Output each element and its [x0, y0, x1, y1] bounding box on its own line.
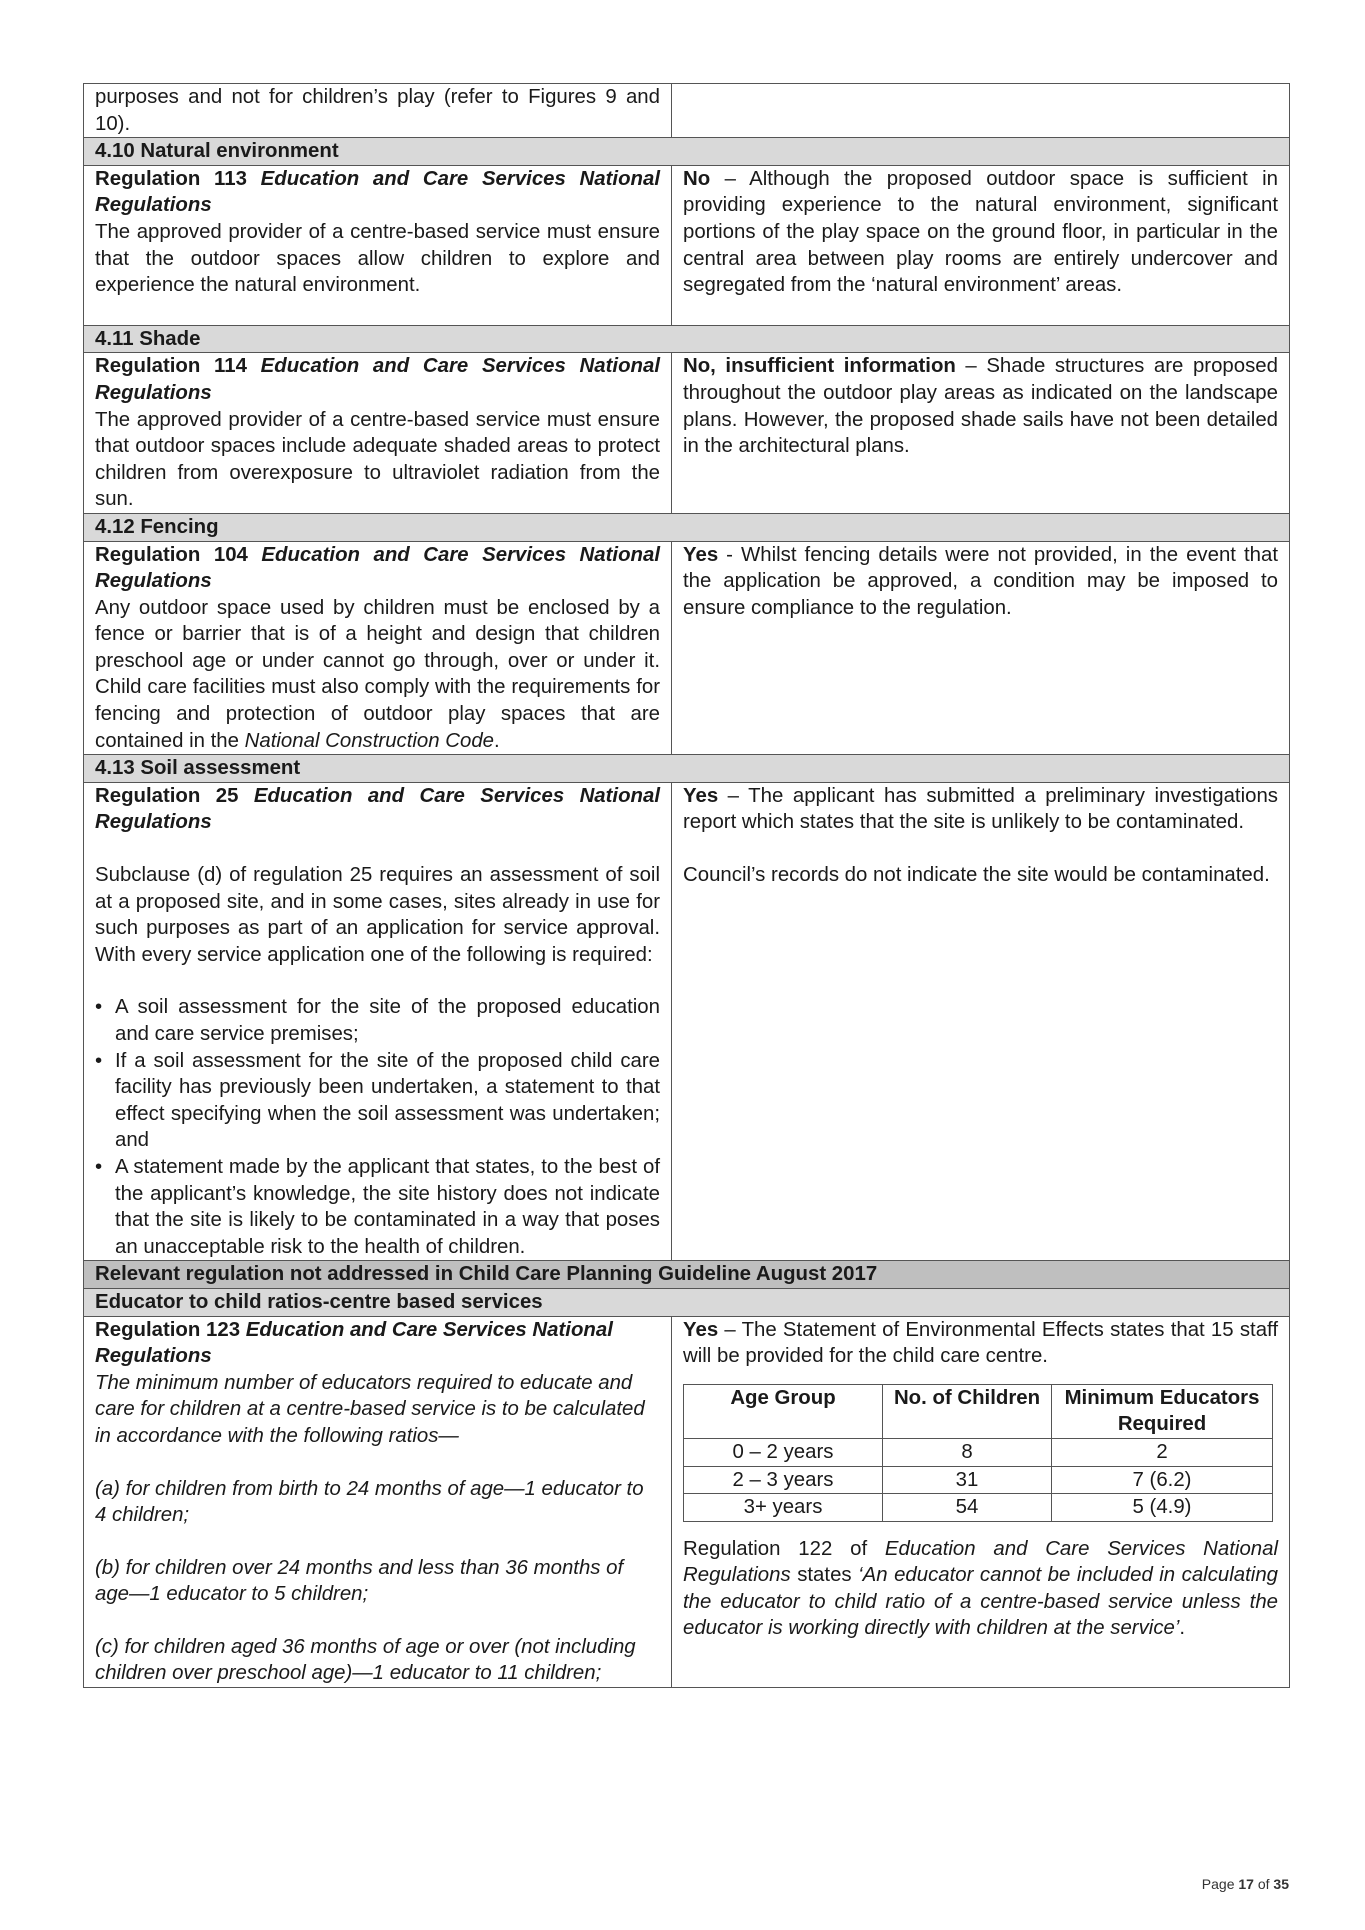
regulation-cell — [84, 165, 672, 325]
assessment-text-2: Council’s records do not indicate the site would be contaminated. — [683, 864, 1270, 887]
assessment-text: No, insufficient information – Shade structures are proposed throughout the outdoor play areas as indicated on the landscape plans. However, the proposed shade sails have not been detailed in the architectural plans. — [683, 355, 1278, 458]
section-heading-row — [84, 138, 1290, 166]
assessment-text: No – Although the proposed outdoor space is sufficient in providing experience to the natural environment, significant portions of the play space on the ground floor, in particular in the central area between play rooms are entirely undercover and segregated from the ‘natural environment’ areas. — [683, 167, 1278, 297]
regulation-cell — [84, 353, 672, 514]
section-heading: 4.11 Shade — [84, 325, 1290, 353]
column-header: No. of Children — [883, 1384, 1052, 1438]
section-heading: 4.12 Fencing — [84, 513, 1290, 541]
regulation-cell — [84, 541, 672, 755]
assessment-text: Yes - Whilst fencing details were not provided, in the event that the application be approved, a condition may be imposed to ensure compliance to the regulation. — [683, 543, 1278, 619]
table-cell: 3+ years — [684, 1494, 883, 1522]
regulation-text: The approved provider of a centre-based service must ensure that outdoor spaces include adequate shaded areas to protect children from overexposure to ultraviolet radiation from the sun. — [95, 408, 660, 511]
ratio-header-row — [684, 1384, 1273, 1438]
regulation-title: Regulation 123 Education and Care Services National Regulations — [95, 1318, 613, 1368]
verdict: Yes — [683, 1318, 719, 1341]
ratio-b: (b) for children over 24 months and less than 36 months of age—1 educator to 5 children; — [95, 1556, 624, 1606]
section-heading: 4.10 Natural environment — [84, 138, 1290, 166]
table-row — [84, 782, 1290, 1261]
table-cell: 0 – 2 years — [684, 1438, 883, 1466]
verdict: Yes — [683, 543, 719, 566]
regulation-note: Regulation 122 of Education and Care Services National Regulations states ‘An educator cannot be included in calculating the educator to child ratio of a centre-based service unless the educator is working directly with children at the service’. — [683, 1537, 1278, 1640]
document-page — [83, 83, 1289, 1688]
column-header: Minimum Educators Required — [1052, 1384, 1273, 1438]
assessment-text: Yes – The applicant has submitted a preliminary investigations report which states that the site is unlikely to be contaminated. — [683, 784, 1278, 834]
right-cell — [672, 84, 1290, 138]
regulation-text: The approved provider of a centre-based service must ensure that the outdoor spaces allow children to explore and experience the natural environment. — [95, 220, 660, 297]
verdict: No — [683, 167, 711, 190]
table-row — [84, 353, 1290, 514]
table-cell: 54 — [883, 1494, 1052, 1522]
assessment-table — [83, 83, 1290, 1688]
table-row — [84, 541, 1290, 755]
regulation-text: Subclause (d) of regulation 25 requires an assessment of soil at a proposed site, and in some cases, sites already in use for such purposes as part of an application for service approval. With every service application one of the following is required: — [95, 864, 660, 966]
table-row — [84, 1316, 1290, 1688]
regulation-title: Regulation 113 Education and Care Services National Regulations — [95, 167, 660, 217]
page-number: Page 17 of 35 — [1201, 1876, 1289, 1892]
table-cell: 2 — [1052, 1438, 1273, 1466]
assessment-cell — [672, 165, 1290, 325]
section-heading: 4.13 Soil assessment — [84, 755, 1290, 783]
ratio-a: (a) for children from birth to 24 months of age—1 educator to 4 children; — [95, 1477, 644, 1527]
relevant-heading: Relevant regulation not addressed in Child Care Planning Guideline August 2017 — [84, 1261, 1290, 1289]
assessment-cell — [672, 541, 1290, 755]
intro-text: purposes and not for children’s play (refer to Figures 9 and 10). — [95, 86, 660, 135]
regulation-text: The minimum number of educators required to educate and care for children at a centre-based service is to be calculated in accordance with the following ratios— — [95, 1371, 645, 1447]
table-row — [84, 84, 1290, 138]
requirements-list — [95, 994, 660, 1260]
section-heading-row — [84, 755, 1290, 783]
list-item: • A statement made by the applicant that states, to the best of the applicant’s knowledge, the site history does not indicate that the site is likely to be contaminated in a way that poses an unacceptable risk to the health of children. — [115, 1154, 660, 1260]
table-cell: 7 (6.2) — [1052, 1466, 1273, 1494]
table-cell: 31 — [883, 1466, 1052, 1494]
verdict: Yes — [683, 784, 719, 807]
assessment-cell — [672, 782, 1290, 1261]
regulation-cell — [84, 782, 672, 1261]
regulation-cell — [84, 1316, 672, 1688]
section-heading: Educator to child ratios-centre based services — [84, 1288, 1290, 1316]
column-header: Age Group — [684, 1384, 883, 1438]
regulation-title: Regulation 25 Education and Care Services National Regulations — [95, 784, 661, 834]
section-heading-row — [84, 1261, 1290, 1289]
left-cell — [84, 84, 672, 138]
list-item: • If a soil assessment for the site of the proposed child care facility has previously been undertaken, a statement to that effect specifying when the soil assessment was undertaken; and — [115, 1048, 660, 1154]
table-cell: 5 (4.9) — [1052, 1494, 1273, 1522]
ratio-row — [684, 1466, 1273, 1494]
section-heading-row — [84, 1288, 1290, 1316]
ratio-row — [684, 1438, 1273, 1466]
table-cell: 2 – 3 years — [684, 1466, 883, 1494]
section-heading-row — [84, 325, 1290, 353]
ratio-table — [683, 1384, 1273, 1522]
section-heading-row — [84, 513, 1290, 541]
table-cell: 8 — [883, 1438, 1052, 1466]
regulation-text: Any outdoor space used by children must be enclosed by a fence or barrier that is of a height and design that children preschool age or under cannot go through, over or under it. Child care facilities must also comply with the requirements for fencing and protection of outdoor play spaces that are contained in the National Construction Code. — [95, 596, 660, 752]
ratio-c: (c) for children aged 36 months of age or over (not including children over preschool age)—1 educator to 11 children; — [95, 1635, 636, 1685]
regulation-title: Regulation 114 Education and Care Services National Regulations — [95, 355, 660, 404]
verdict: No, insufficient information — [683, 355, 956, 378]
assessment-cell — [672, 1316, 1290, 1688]
assessment-text: Yes – The Statement of Environmental Effects states that 15 staff will be provided for the child care centre. — [683, 1318, 1278, 1368]
table-row — [84, 165, 1290, 325]
list-item: • A soil assessment for the site of the proposed education and care service premises; — [115, 994, 660, 1047]
regulation-title: Regulation 104 Education and Care Services National Regulations — [95, 543, 660, 593]
assessment-cell — [672, 353, 1290, 514]
ratio-row — [684, 1494, 1273, 1522]
